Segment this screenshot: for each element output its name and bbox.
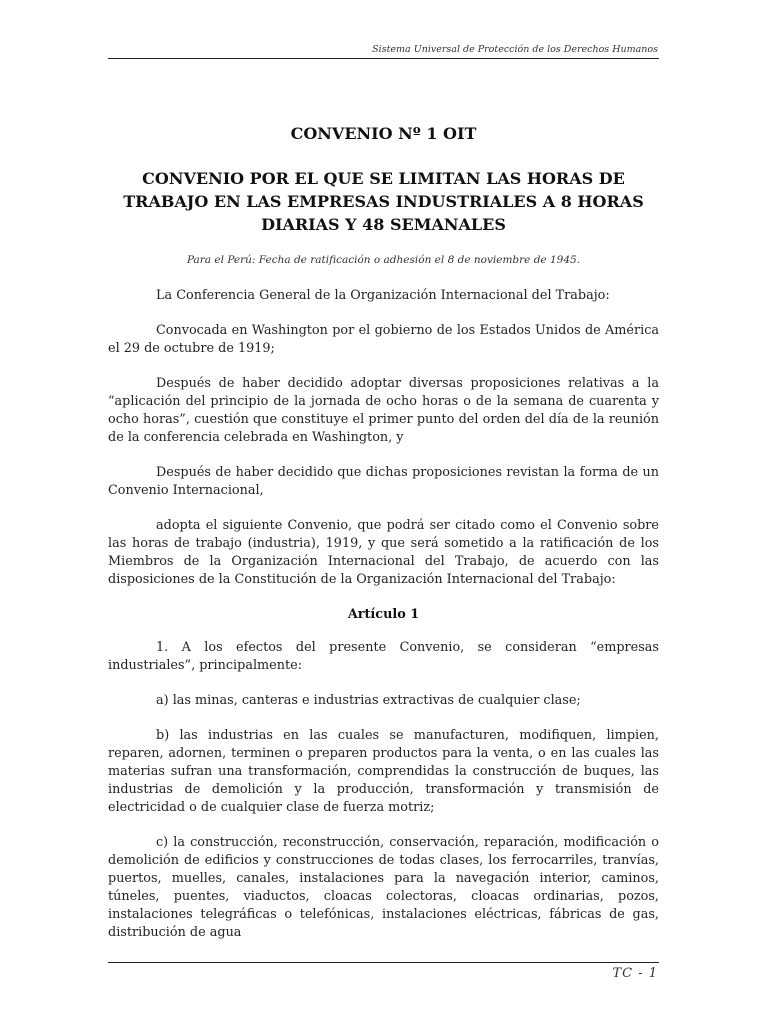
article-heading: Artículo 1 xyxy=(347,607,420,622)
paragraph: Después de haber decidido que dichas proposiciones revistan la forma de un Convenio Internacional, xyxy=(108,465,659,498)
ratification-note: Para el Perú: Fecha de ratificación o adhesión el 8 de noviembre de 1945. xyxy=(186,254,581,266)
footer-divider xyxy=(108,962,659,963)
page-number: TC - 1 xyxy=(612,966,658,981)
document-title: CONVENIO Nº 1 OIT xyxy=(290,124,477,143)
running-header: Sistema Universal de Protección de los Derechos Humanos xyxy=(372,44,658,55)
header-divider xyxy=(108,58,659,59)
paragraph: Después de haber decidido adoptar diversas proposiciones relativas a la “aplicación del principio de la jornada de ocho horas o de la semana de cuarenta y ocho horas”, cuestión que constituye el primer punto del orden del día de la reunión de la conferencia celebrada en Washington, y xyxy=(108,376,659,445)
article-paragraph: 1. A los efectos del presente Convenio, se consideran “empresas industriales”, principalmente: xyxy=(108,640,659,673)
document-subtitle: CONVENIO POR EL QUE SE LIMITAN LAS HORAS DE TRABAJO EN LAS EMPRESAS INDUSTRIALES A 8 HORAS DIARIAS Y 48 SEMANALES xyxy=(123,169,644,234)
article-paragraph: c) la construcción, reconstrucción, conservación, reparación, modificación o demolición de edificios y construcciones de todas clases, los ferrocarriles, tranvías, puertos, muelles, canales, instalaciones para la navegación interior, caminos, túneles, puentes, viaductos, cloacas colectoras, cloacas ordinarias, pozos, instalaciones telegráficas o telefónicas, instalaciones eléctricas, fábricas de gas, distribución de agua xyxy=(108,835,659,940)
paragraph: adopta el siguiente Convenio, que podrá ser citado como el Convenio sobre las horas de trabajo (industria), 1919, y que será sometido a la ratificación de los Miembros de la Organización Internacional del Trabajo, de acuerdo con las disposiciones de la Constitución de la Organización Internacional del Trabajo: xyxy=(108,518,659,587)
paragraph: La Conferencia General de la Organización Internacional del Trabajo: xyxy=(156,288,610,303)
article-paragraph: b) las industrias en las cuales se manufacturen, modifiquen, limpien, reparen, adornen, terminen o preparen productos para la venta, o en las cuales las materias sufran una transformación, comprendidas la construcción de buques, las industrias de demolición y la producción, transformación y transmisión de electricidad o de cualquier clase de fuerza motriz; xyxy=(108,728,659,815)
article-paragraph: a) las minas, canteras e industrias extractivas de cualquier clase; xyxy=(156,693,581,708)
document-body xyxy=(108,124,659,942)
paragraph: Convocada en Washington por el gobierno de los Estados Unidos de América el 29 de octubre de 1919; xyxy=(108,323,659,356)
